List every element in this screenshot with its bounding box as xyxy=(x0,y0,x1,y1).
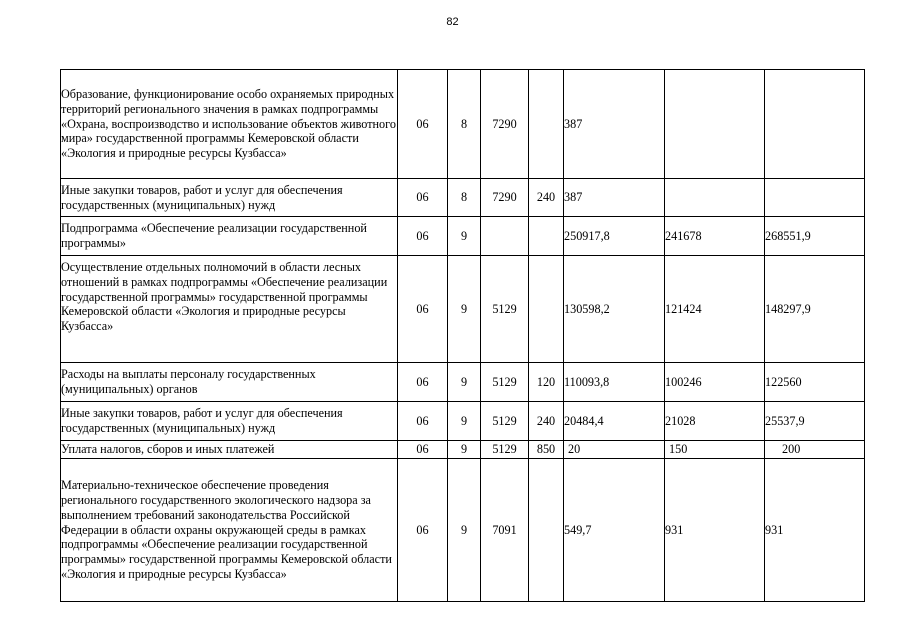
target-cell: 7290 xyxy=(481,70,529,179)
target-cell: 7091 xyxy=(481,459,529,602)
year2-amount-cell xyxy=(665,179,765,217)
year1-amount-cell: 549,7 xyxy=(564,459,665,602)
row-name-cell: Уплата налогов, сборов и иных платежей xyxy=(61,441,398,459)
row-name-cell: Иные закупки товаров, работ и услуг для обеспечения государственных (муниципальных) нужд xyxy=(61,179,398,217)
row-name-cell: Расходы на выплаты персоналу государственных (муниципальных) органов xyxy=(61,363,398,402)
table-row xyxy=(61,70,865,179)
year2-amount-cell: 931 xyxy=(665,459,765,602)
table-row xyxy=(61,217,865,256)
section-cell: 06 xyxy=(398,402,448,441)
year3-amount-cell: 200 xyxy=(765,441,865,459)
table-row xyxy=(61,441,865,459)
subprogram-cell: 8 xyxy=(448,179,481,217)
year3-amount-cell: 268551,9 xyxy=(765,217,865,256)
expense-type-cell xyxy=(529,70,564,179)
section-cell: 06 xyxy=(398,179,448,217)
expense-type-cell xyxy=(529,459,564,602)
section-cell: 06 xyxy=(398,70,448,179)
target-cell: 5129 xyxy=(481,363,529,402)
subprogram-cell: 9 xyxy=(448,459,481,602)
subprogram-cell: 9 xyxy=(448,217,481,256)
year2-amount-cell: 241678 xyxy=(665,217,765,256)
row-name-cell: Подпрограмма «Обеспечение реализации государственной программы» xyxy=(61,217,398,256)
expense-type-cell: 240 xyxy=(529,179,564,217)
section-cell: 06 xyxy=(398,441,448,459)
subprogram-cell: 8 xyxy=(448,70,481,179)
table-row xyxy=(61,363,865,402)
section-cell: 06 xyxy=(398,217,448,256)
target-cell: 5129 xyxy=(481,256,529,363)
section-cell: 06 xyxy=(398,459,448,602)
row-name-cell: Образование, функционирование особо охраняемых природных территорий регионального значения в рамках подпрограммы «Охрана, воспроизводство и использование объектов животного мира» государственной программы Кемеровской области «Экология и природные ресурсы Кузбасса» xyxy=(61,70,398,179)
year3-amount-cell xyxy=(765,179,865,217)
target-cell: 7290 xyxy=(481,179,529,217)
subprogram-cell: 9 xyxy=(448,256,481,363)
row-name-cell: Иные закупки товаров, работ и услуг для обеспечения государственных (муниципальных) нужд xyxy=(61,402,398,441)
year2-amount-cell: 121424 xyxy=(665,256,765,363)
target-cell xyxy=(481,217,529,256)
year3-amount-cell: 122560 xyxy=(765,363,865,402)
row-name-cell: Осуществление отдельных полномочий в области лесных отношений в рамках подпрограммы «Обеспечение реализации государственной программы» государственной программы Кемеровской области «Экология и природные ресурсы Кузбасса» xyxy=(61,256,398,363)
year3-amount-cell: 25537,9 xyxy=(765,402,865,441)
target-cell: 5129 xyxy=(481,441,529,459)
budget-table xyxy=(60,69,865,602)
table-row xyxy=(61,459,865,602)
expense-type-cell xyxy=(529,256,564,363)
row-name-cell: Материально-техническое обеспечение проведения регионального государственного экологического надзора за выполнением требований законодательства Российской Федерации в области охраны окружающей среды в рамках подпрограммы «Обеспечение реализации государственной программы» государственной программы Кемеровской области «Экология и природные ресурсы Кузбасса» xyxy=(61,459,398,602)
subprogram-cell: 9 xyxy=(448,441,481,459)
year3-amount-cell: 931 xyxy=(765,459,865,602)
subprogram-cell: 9 xyxy=(448,363,481,402)
section-cell: 06 xyxy=(398,363,448,402)
section-cell: 06 xyxy=(398,256,448,363)
year2-amount-cell: 21028 xyxy=(665,402,765,441)
table-row xyxy=(61,256,865,363)
year2-amount-cell: 100246 xyxy=(665,363,765,402)
expense-type-cell: 120 xyxy=(529,363,564,402)
expense-type-cell: 240 xyxy=(529,402,564,441)
year2-amount-cell: 150 xyxy=(665,441,765,459)
year3-amount-cell xyxy=(765,70,865,179)
table-row xyxy=(61,179,865,217)
year1-amount-cell: 110093,8 xyxy=(564,363,665,402)
page-number: 82 xyxy=(446,16,459,28)
subprogram-cell: 9 xyxy=(448,402,481,441)
expense-type-cell xyxy=(529,217,564,256)
year1-amount-cell: 250917,8 xyxy=(564,217,665,256)
year2-amount-cell xyxy=(665,70,765,179)
year1-amount-cell: 130598,2 xyxy=(564,256,665,363)
target-cell: 5129 xyxy=(481,402,529,441)
year1-amount-cell: 20 xyxy=(564,441,665,459)
year3-amount-cell: 148297,9 xyxy=(765,256,865,363)
year1-amount-cell: 387 xyxy=(564,179,665,217)
table-row xyxy=(61,402,865,441)
expense-type-cell: 850 xyxy=(529,441,564,459)
year1-amount-cell: 20484,4 xyxy=(564,402,665,441)
year1-amount-cell: 387 xyxy=(564,70,665,179)
